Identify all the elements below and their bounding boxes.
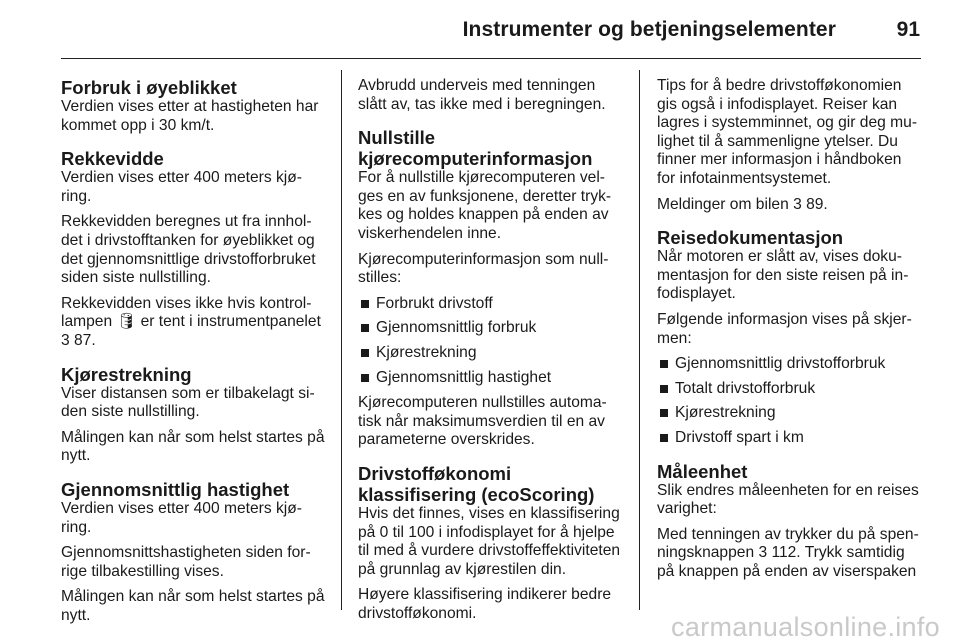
section-continued — [358, 77, 624, 114]
section-heading: Gjennomsnittlig hastighet — [61, 478, 290, 500]
column-2 — [358, 77, 624, 636]
paragraph: Gjennomsnittshastigheten siden forrige tilbakestilling vises. — [61, 544, 311, 580]
list-item: Forbrukt drivstoff — [358, 295, 624, 314]
column-3 — [657, 77, 923, 594]
paragraph: Tips for å bedre drivstofføkonomien gis også i infodisplayet. Reiser kan lagres i systemminnet, og gir deg mulighet til å sammenligne ytelser. Du finner mer informasjon i håndboken for infotainmentsystemet. — [657, 77, 918, 187]
section-heading: Forbruk i øyeblikket — [61, 77, 237, 98]
list-item: Drivstoff spart i km — [657, 429, 923, 448]
list-item: Gjennomsnittlig hastighet — [358, 369, 624, 388]
paragraph: Verdien vises etter at hastigheten har kommet opp i 30 km/t. — [61, 98, 319, 134]
page-number: 91 — [896, 18, 920, 41]
section-trip-documentation — [657, 227, 923, 447]
paragraph: Viser distansen som er tilbakelagt siden siste nullstilling. — [61, 384, 315, 421]
paragraph: For å nullstille kjørecomputeren velges en av funksjonene, deretter trykkes og holdes knappen på enden av viskerhendelen inne. — [358, 169, 612, 242]
section-trip-distance — [61, 364, 327, 466]
paragraph: Målingen kan når som helst startes på nytt. — [61, 588, 325, 624]
paragraph: Meldinger om bilen 3 89. — [657, 195, 828, 213]
section-average-speed — [61, 479, 327, 626]
section-heading: Måleenhet — [657, 460, 748, 482]
section-heading: Drivstofføkonomi klassifisering (ecoScoring) — [358, 462, 595, 505]
paragraph: Høyere klassifisering indikerer bedre drivstofføkonomi. — [358, 586, 612, 622]
paragraph: Slik endres måleenheten for en reises varighet: — [657, 481, 919, 518]
section-unit-of-measure — [657, 461, 923, 582]
paragraph: Kjørecomputerinformasjon som nullstilles: — [358, 250, 609, 287]
documentation-items-list — [657, 355, 923, 447]
section-heading: Reisedokumentasjon — [657, 227, 844, 249]
section-heading: Rekkevidde — [61, 148, 164, 170]
reset-items-list — [358, 295, 624, 387]
section-eco-scoring — [358, 463, 624, 624]
list-item: Gjennomsnittlig forbruk — [358, 319, 624, 338]
section-range — [61, 148, 327, 350]
paragraph: Verdien vises etter 400 meters kjøring. — [61, 169, 302, 205]
list-item: Kjørestrekning — [358, 344, 624, 363]
paragraph: Hvis det finnes, vises en klassifisering på 0 til 100 i infodisplayet for å hjelpe til med å vurdere drivstoffeffektiviteten på grunnlag av kjørestilen din. — [358, 504, 621, 578]
watermark: carmanualsonline.info — [671, 612, 940, 642]
section-current-consumption — [61, 77, 327, 135]
paragraph: Når motoren er slått av, vises dokumentasjon for den siste reisen på infodisplayet. — [657, 248, 909, 303]
page-header-title: Instrumenter og betjeningselementer — [462, 18, 836, 41]
column-divider-2 — [639, 70, 640, 610]
list-item: Gjennomsnittlig drivstofforbruk — [657, 355, 923, 374]
section-continued — [657, 77, 923, 214]
header-divider — [61, 58, 921, 59]
paragraph: Rekkevidden vises ikke hvis kontrollampen 🛢 er tent i instrumentpanelet 3 87. — [61, 294, 321, 349]
section-heading: Nullstille kjørecomputerinformasjon — [358, 127, 593, 170]
column-1 — [61, 77, 327, 638]
paragraph: Avbrudd underveis med tenningen slått av, tas ikke med i beregningen. — [358, 77, 606, 113]
paragraph: Følgende informasjon vises på skjermen: — [657, 310, 912, 347]
paragraph: Rekkevidden beregnes ut fra innholdet i drivstofftanken for øyeblikket og det gjennomsnittlige drivstofforbruket siden siste nullstilling. — [61, 213, 316, 287]
column-divider-1 — [341, 70, 342, 610]
section-heading: Kjørestrekning — [61, 363, 192, 385]
list-item: Totalt drivstofforbruk — [657, 380, 923, 399]
section-reset-trip-computer — [358, 127, 624, 450]
paragraph: Kjørecomputeren nullstilles automatisk når maksimumsverdien til en av parameterne overskrides. — [358, 394, 607, 449]
paragraph: Verdien vises etter 400 meters kjøring. — [61, 499, 302, 536]
paragraph: Målingen kan når som helst startes på nytt. — [61, 428, 325, 465]
list-item: Kjørestrekning — [657, 404, 923, 423]
paragraph: Med tenningen av trykker du på spenningsknappen 3 112. Trykk samtidig på knappen på enden av viserspaken — [657, 525, 919, 580]
